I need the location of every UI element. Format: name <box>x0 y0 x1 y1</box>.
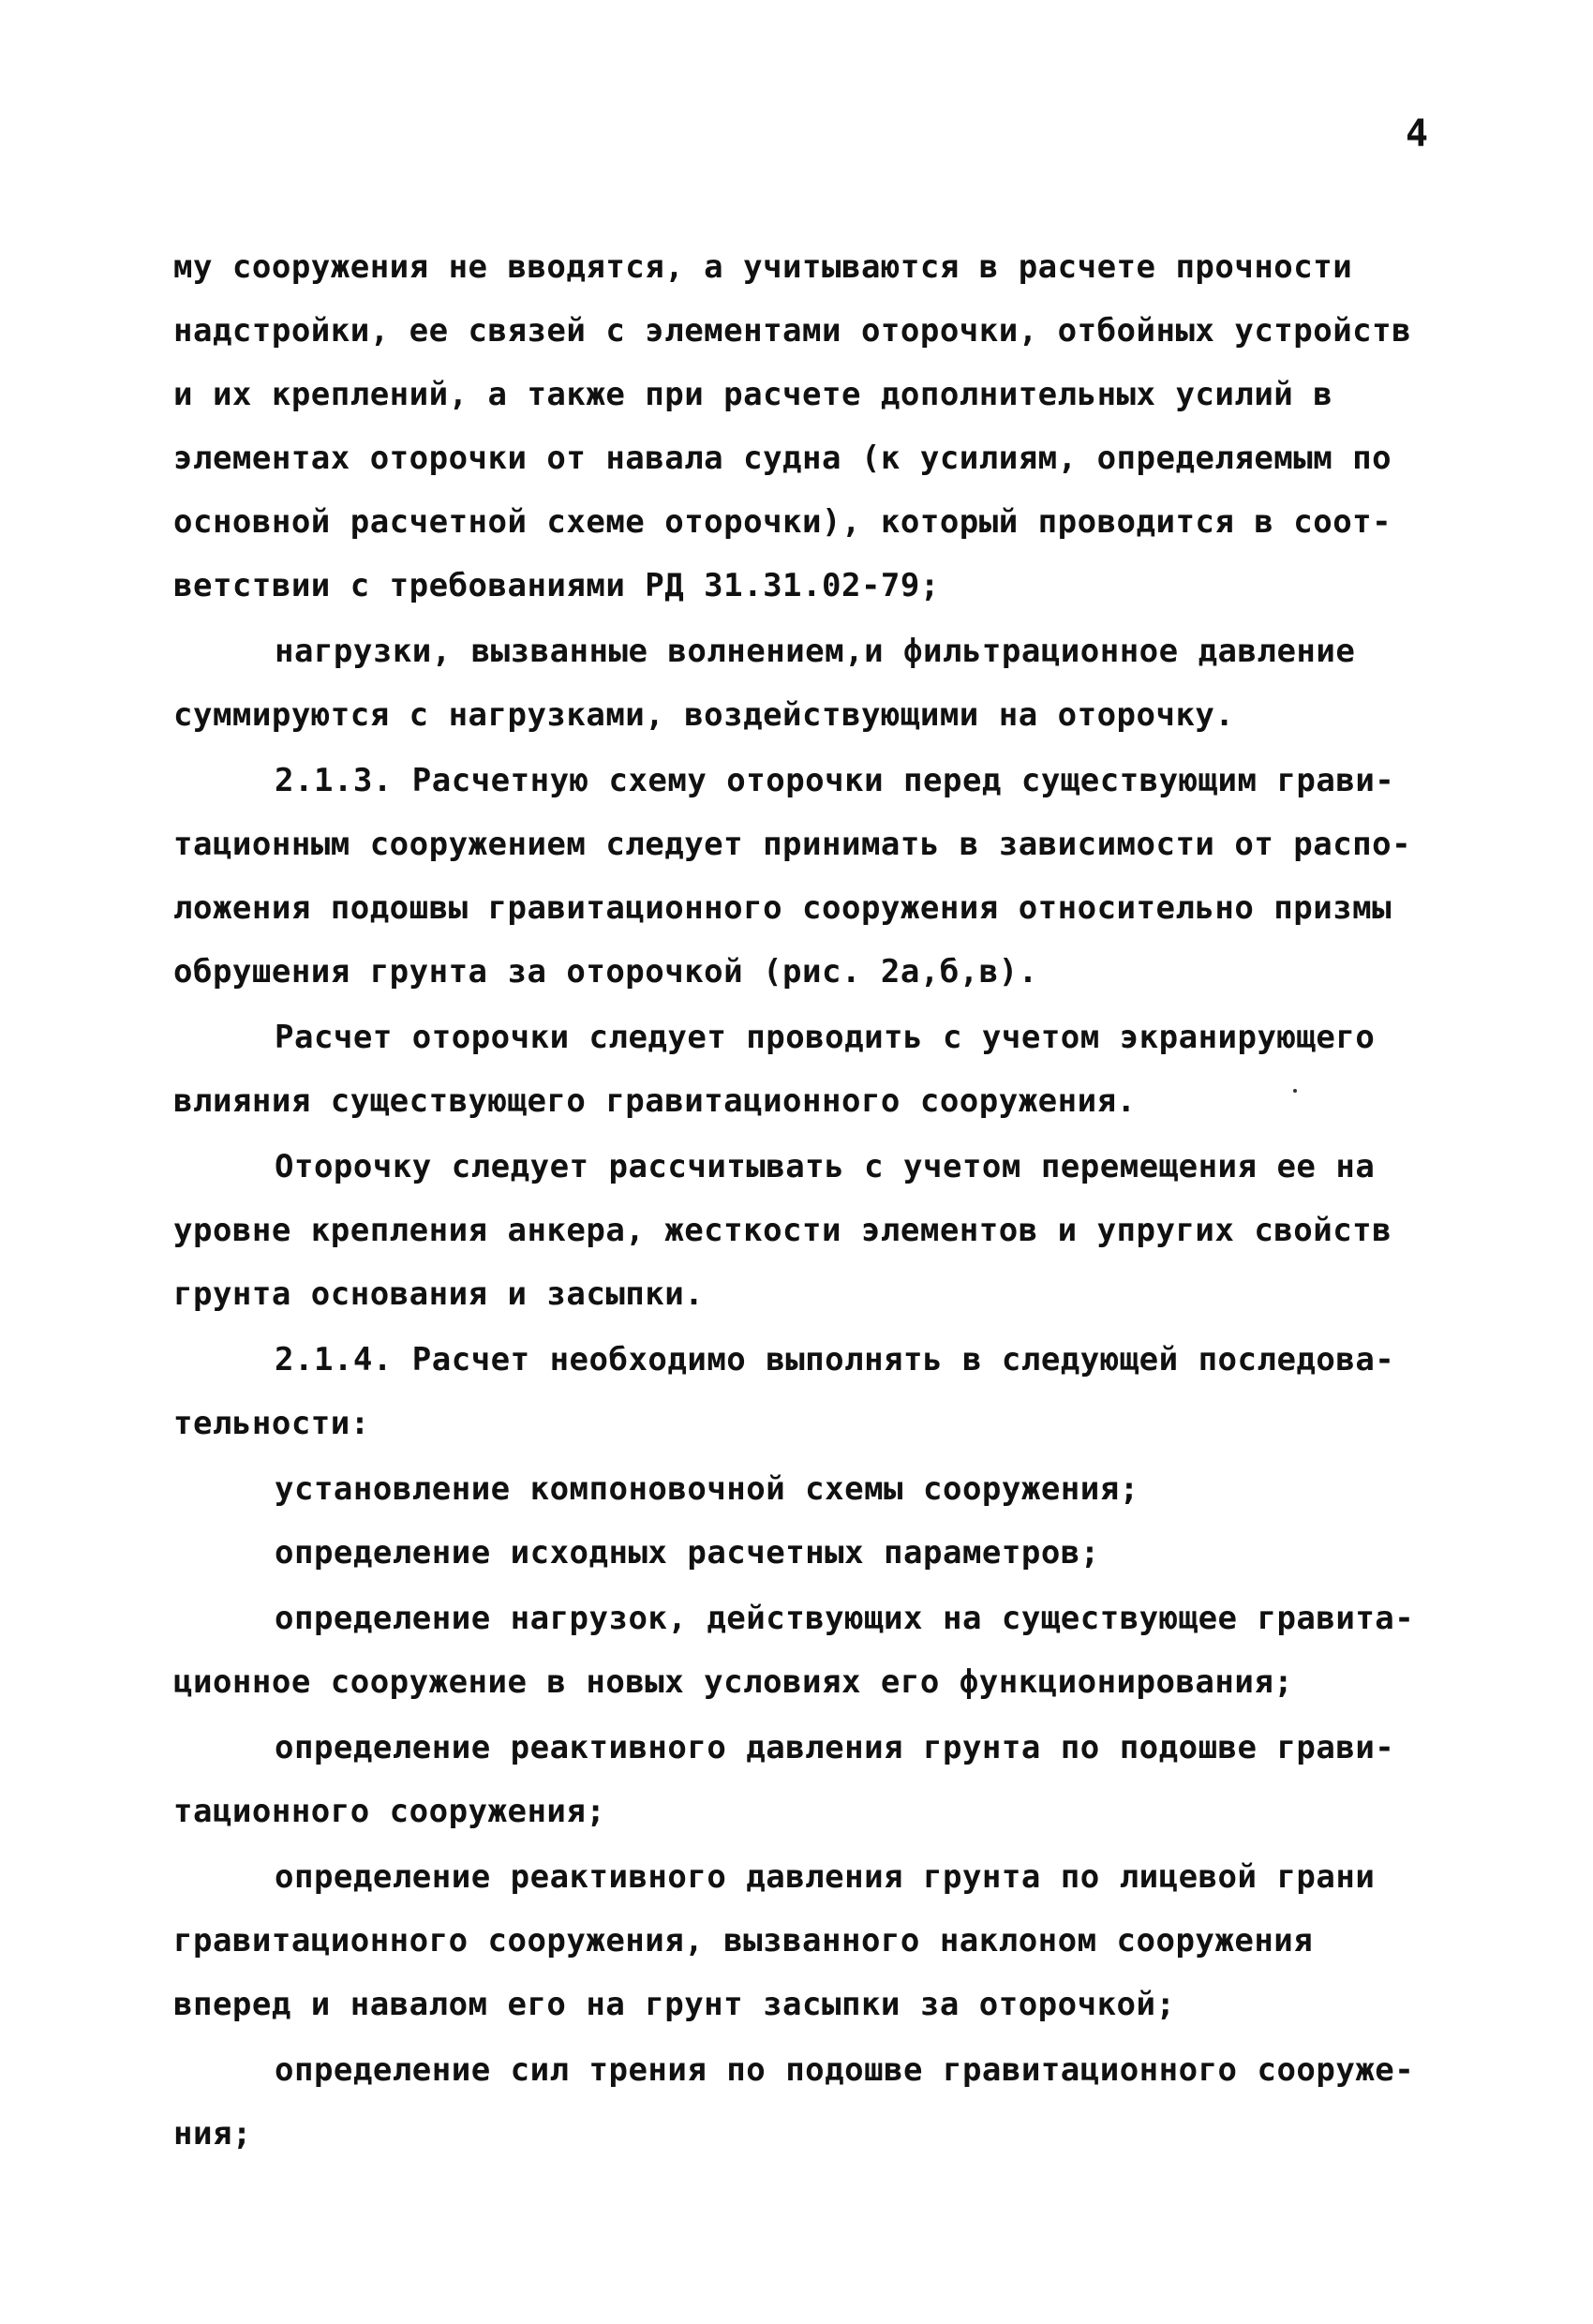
text-line: Оторочку следует рассчитывать с учетом перемещения ее на <box>275 1148 1376 1185</box>
text-line: тельности: <box>173 1405 370 1442</box>
text-line: ния; <box>173 2115 252 2153</box>
list-item: определение реактивного давления грунта по подошве грави- <box>275 1729 1395 1766</box>
list-item: определение нагрузок, действующих на существующее гравита- <box>275 1600 1415 1637</box>
text-line: грунта основания и засыпки. <box>173 1275 705 1313</box>
list-item: определение реактивного давления грунта по лицевой грани <box>275 1858 1376 1896</box>
text-line: суммируются с нагрузками, воздействующими на оторочку. <box>173 696 1235 734</box>
text-line: Расчет оторочки следует проводить с учетом экранирующего <box>275 1019 1376 1056</box>
text-line: ложения подошвы гравитационного сооружения относительно призмы <box>173 889 1392 927</box>
stray-mark <box>1293 1089 1297 1093</box>
text-line: ционное сооружение в новых условиях его функционирования; <box>173 1663 1294 1701</box>
text-line: основной расчетной схеме оторочки), который проводится в соот- <box>173 503 1392 541</box>
text-line: элементах оторочки от навала судна (к усилиям, определяемым по <box>173 439 1392 477</box>
text-line: му сооружения не вводятся, а учитываются в расчете прочности <box>173 248 1353 286</box>
text-line: тационного сооружения; <box>173 1793 606 1830</box>
text-line: ветствии с требованиями РД 31.31.02-79; <box>173 567 940 604</box>
list-item: установление компоновочной схемы сооружения; <box>275 1470 1139 1508</box>
text-line: вперед и навалом его на грунт засыпки за оторочкой; <box>173 1986 1176 2023</box>
text-line: гравитационного сооружения, вызванного наклоном сооружения <box>173 1922 1314 1959</box>
text-line: и их креплений, а также при расчете дополнительных усилий в <box>173 376 1333 413</box>
text-line: 2.1.4. Расчет необходимо выполнять в следующей последова- <box>275 1341 1395 1378</box>
text-line: уровне крепления анкера, жесткости элементов и упругих свойств <box>173 1212 1392 1249</box>
list-item: определение исходных расчетных параметров; <box>275 1534 1100 1572</box>
text-line: тационным сооружением следует принимать в зависимости от распо- <box>173 826 1412 863</box>
text-line: нагрузки, вызванные волнением,и фильтрационное давление <box>275 633 1356 670</box>
text-line: 2.1.3. Расчетную схему оторочки перед существующим грави- <box>275 762 1395 799</box>
text-line: обрушения грунта за оторочкой (рис. 2а,б,в). <box>173 953 1038 991</box>
text-line: надстройки, ее связей с элементами оторочки, отбойных устройств <box>173 312 1412 350</box>
page-number: 4 <box>1406 112 1429 156</box>
text-line: влияния существующего гравитационного сооружения. <box>173 1082 1137 1120</box>
list-item: определение сил трения по подошве гравитационного сооруже- <box>275 2051 1415 2089</box>
